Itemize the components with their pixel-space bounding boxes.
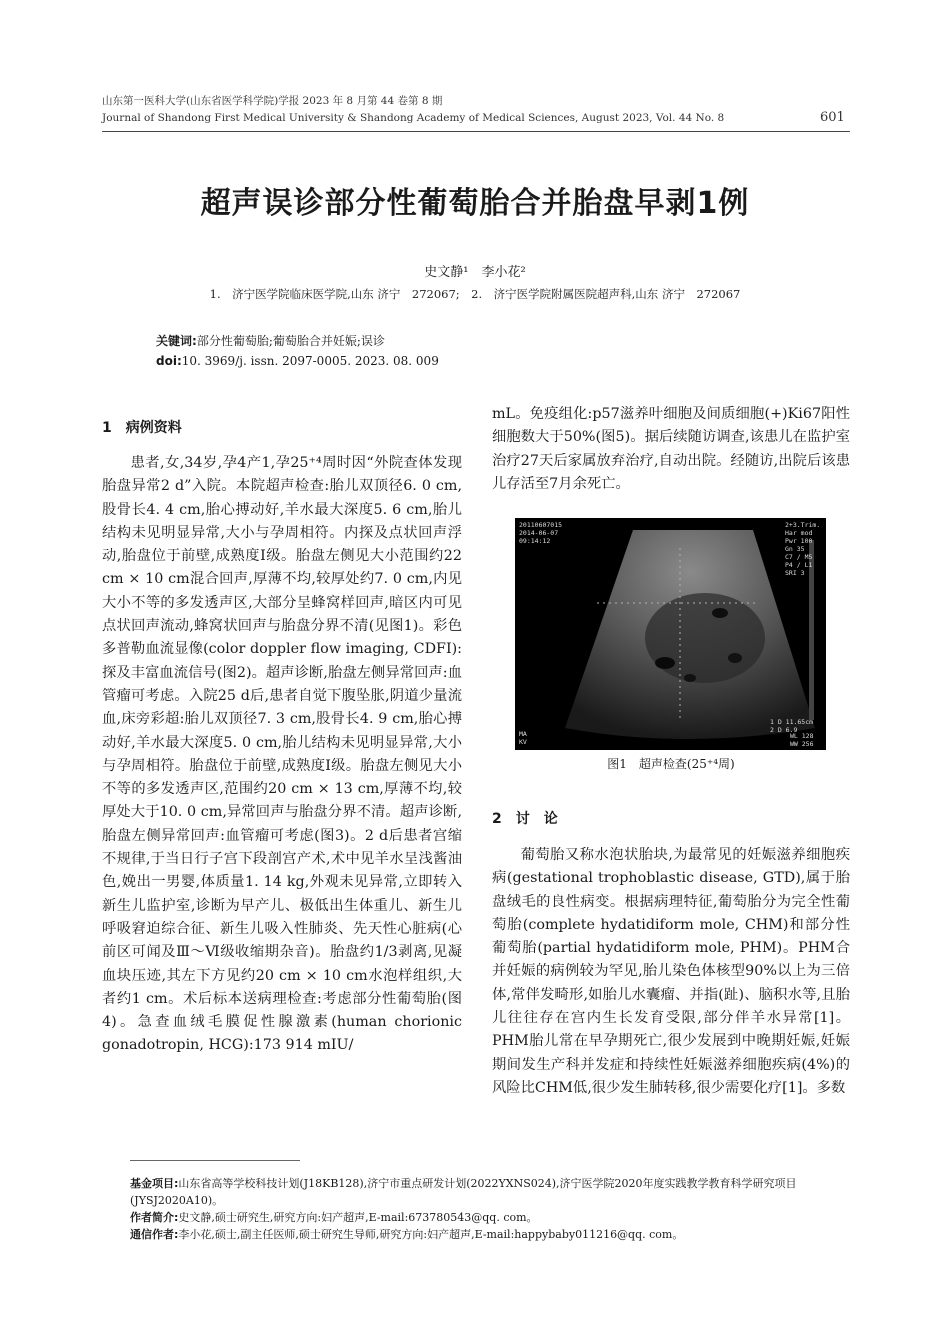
keywords-text: 部分性葡萄胎;葡萄胎合并妊娠;误诊: [196, 334, 385, 348]
ultrasound-overlay-bottom-right: WL 128 WW 256: [790, 732, 814, 748]
author-note: [130, 1209, 850, 1226]
section-1-title: 1 病例资料: [102, 420, 182, 436]
section-2-title: 2 讨 论: [492, 811, 558, 827]
ultrasound-overlay-bottom-left: MA KV: [519, 730, 527, 746]
header-rule: [102, 131, 850, 132]
journal-header-en: Journal of Shandong First Medical University & Shandong Academy of Medical Sciences, August 2023, Vol. 44 No. 8: [102, 112, 725, 124]
ultrasound-overlay-top-left: 20110607015 2014-06-07 09:14:12: [519, 521, 563, 545]
case-report-continued: mL。免疫组化:p57滋养叶细胞及间质细胞(+)Ki67阳性细胞数大于50%(图5)。据后续随访调查,该患儿在监护室治疗27天后家属放弃治疗,自动出院。经随访,出院后该患儿存活至7月余死亡。: [492, 406, 850, 492]
doi-label: doi:: [156, 354, 182, 368]
corresponding-text: 李小花,硕士,副主任医师,硕士研究生导师,研究方向:妇产超声,E-mail:happybaby011216@qq. com。: [178, 1228, 684, 1241]
affiliations: 1. 济宁医学院临床医学院,山东 济宁 272067; 2. 济宁医学院附属医院超声科,山东 济宁 272067: [209, 287, 741, 301]
doi-text: 10. 3969/j. issn. 2097-0005. 2023. 08. 009: [181, 354, 439, 368]
figure-1-caption: 图1 超声检查(25⁺⁴周): [607, 757, 735, 771]
corresponding-label: 通信作者:: [130, 1228, 179, 1241]
footnotes: [130, 1175, 850, 1243]
discussion-paragraph: 葡萄胎又称水泡状胎块,为最常见的妊娠滋养细胞疾病(gestational trophoblastic disease, GTD),属于胎盘绒毛的良性病变。根据病理特征,葡萄胎分为完全性葡萄胎(complete hydatidiform mole, CHM)和部分性葡萄胎(partial hydatidiform mole, PHM)。PHM合并妊娠的病例较为罕见,胎儿染色体核型90%以上为三倍体,常伴发畸形,如胎儿水囊瘤、并指(趾)、脑积水等,且胎儿往往存在宫内生长发育受限,部分伴羊水异常[1]。PHM胎儿常在早孕期死亡,很少发展到中晚期妊娠,妊娠期间发生产科并发症和持续性妊娠滋养细胞疾病(4%)的风险比CHM低,很少发生肺转移,很少需要化疗[1]。多数: [492, 847, 850, 1096]
authors: 史文静¹ 李小花²: [424, 265, 526, 280]
keywords-line: [156, 332, 806, 351]
right-column-discussion: [492, 844, 850, 1100]
right-column-top: [492, 403, 850, 496]
case-report-paragraph: 患者,女,34岁,孕4产1,孕25⁺⁴周时因“外院查体发现胎盘异常2 d”入院。本院超声检查:胎儿双顶径6. 0 cm,股骨长4. 4 cm,胎心搏动好,羊水最大深度5. 6 cm,胎儿结构未见明显异常,大小与孕周相符。内探及点状回声浮动,胎盘位于前壁,成熟度Ⅰ级。胎盘左侧见大小范围约22 cm × 10 cm混合回声,厚薄不均,较厚处约7. 0 cm,内见大小不等的多发透声区,大部分呈蜂窝样回声,暗区内可见点状回声流动,蜂窝状回声与胎盘分界不清(见图1)。彩色多普勒血流显像(color doppler flow imaging, CDFI):探及丰富血流信号(图2)。超声诊断,胎盘左侧异常回声:血管瘤可考虑。入院25 d后,患者自觉下腹坠胀,阴道少量流血,床旁彩超:胎儿双顶径7. 3 cm,股骨长4. 9 cm,胎心搏动好,羊水最大深度5. 0 cm,胎儿结构未见明显异常,大小与孕周相符。胎盘位于前壁,成熟度Ⅰ级。胎盘左侧见大小不等的多发透声区,范围约20 cm × 13 cm,厚薄不均,较厚处大于10. 0 cm,异常回声与胎盘分界不清。超声诊断,胎盘左侧异常回声:血管瘤可考虑(图3)。2 d后患者宫缩不规律,于当日行子宫下段剖宫产术,术中见羊水呈浅酱油色,娩出一男婴,体质量1. 14 kg,外观未见异常,立即转入新生儿监护室,诊断为早产儿、极低出生体重儿、新生儿呼吸窘迫综合征、新生儿吸入性肺炎、先天性心脏病(心前区可闻及Ⅲ～Ⅵ级收缩期杂音)。胎盘约1/3剥离,见凝血块压迹,其左下方见约20 cm × 10 cm水泡样组织,大者约1 cm。术后标本送病理检查:考虑部分性葡萄胎(图4)。急查血绒毛膜促性腺激素(human chorionic gonadotropin, HCG):173 914 mIU/: [102, 455, 462, 1054]
page-number: 601: [820, 110, 845, 125]
funding-label: 基金项目:: [130, 1177, 179, 1190]
footnote-rule: [130, 1160, 300, 1161]
left-column-body: [102, 452, 462, 1058]
doi-line: [156, 352, 806, 371]
figure-1-ultrasound-image: [515, 518, 826, 750]
keywords-label: 关键词:: [156, 334, 197, 348]
author-label: 作者简介:: [130, 1211, 179, 1224]
ultrasound-overlay-top-right: 2+3.Trim. Har mod Pwr 100 Gn 35 C7 / M5 P4 / L1 SRI 3: [785, 521, 821, 577]
ultrasound-measurement: 1 D 11.65cm 2 D 6.9: [770, 718, 814, 734]
funding-text: 山东省高等学校科技计划(J18KB128),济宁市重点研发计划(2022YXNS024),济宁医学院2020年度实践教学教育科学研究项目(JYSJ2020A10)。: [130, 1177, 797, 1207]
ultrasound-scan-graphic: [515, 518, 826, 750]
journal-header-cn: 山东第一医科大学(山东省医学科学院)学报 2023 年 8 月第 44 卷第 8 期: [102, 95, 443, 107]
author-text: 史文静,硕士研究生,研究方向:妇产超声,E-mail:673780543@qq. com。: [178, 1211, 538, 1224]
funding-note: [130, 1175, 850, 1209]
article-title: 超声误诊部分性葡萄胎合并胎盘早剥1例: [200, 186, 750, 221]
corresponding-author-note: [130, 1226, 850, 1243]
